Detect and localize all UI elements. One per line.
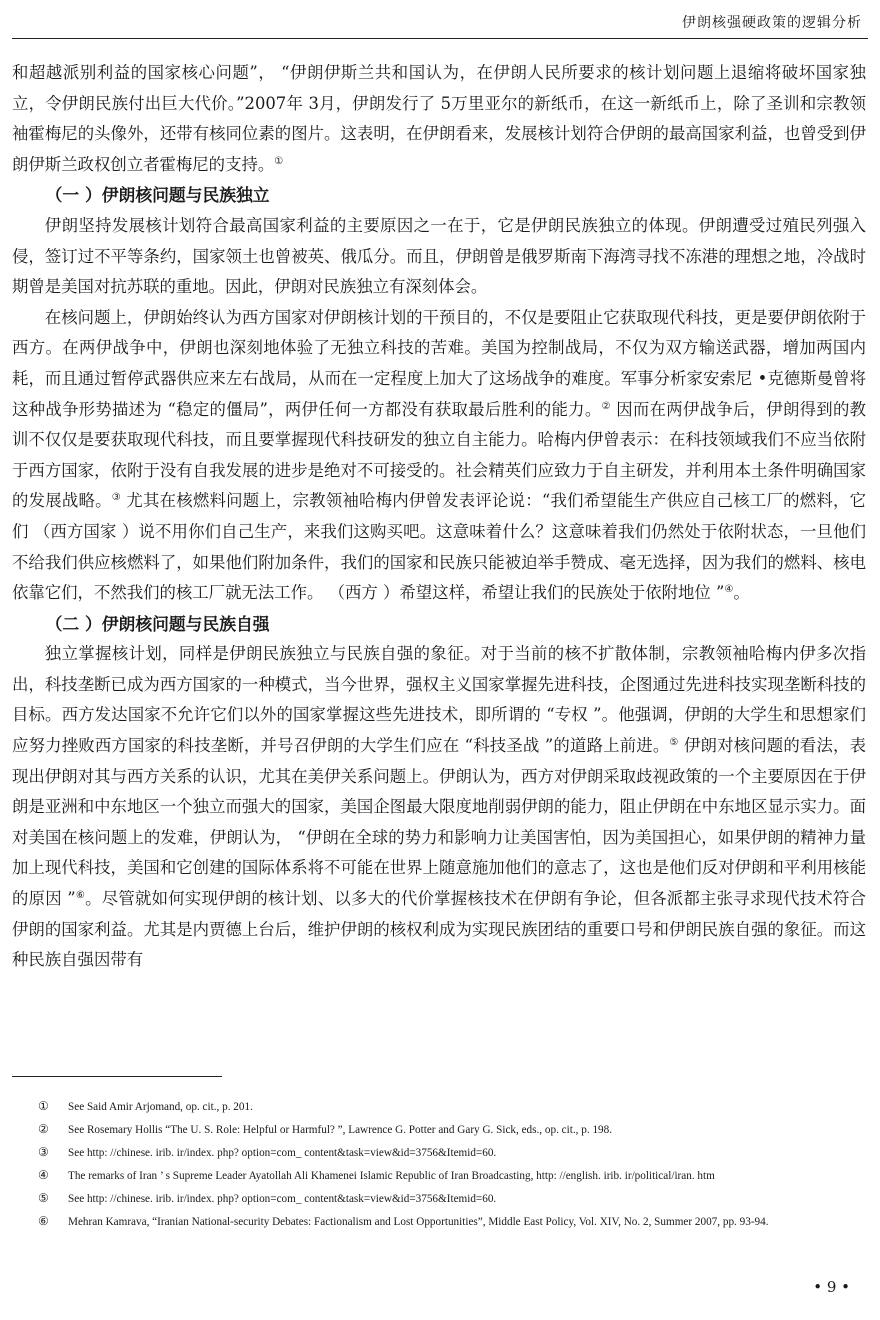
- paragraph-4: [12, 639, 866, 976]
- paragraph-3: 在核问题上，伊朗始终认为西方国家对伊朗核计划的干预目的，不仅是要阻止它获取现代科技，更是要伊朗依附于西方。在两伊战争中，伊朗也深刻地体验了无独立科技的苦难。美国为控制战局，不仅为双方输送武器，增加两国内耗，而且通过暂停武器供应来左右战局，从而在一定程度上加大了这场战争的难度。军事分析家安索尼 •克德斯曼曾将这种战争形势描述为 “稳定的僵局”，两伊任何一方都没有获取最后胜利的能力。② 因而在两伊战争后，伊朗得到的教训不仅仅是要获取现代科技，而且要掌握现代科技研发的独立自主能力。哈梅内伊曾表示：在科技领域我们不应当依附于西方国家，依附于没有自我发展的进步是绝对不可接受的。社会精英们应致力于自主研发，并利用本土条件明确国家的发展战略。③ 尤其在核燃料问题上，宗教领袖哈梅内伊曾发表评论说：“我们希望能生产供应自己核工厂的燃料，它们 （西方国家 ）说不用你们自己生产，来我们这购买吧。这意味着什么？这意味着我们仍然处于依附状态，一旦他们不给我们供应核燃料了，如果他们附加条件，我们的国家和民族只能被迫举手赞成、毫无选择，因为我们的燃料、核电依靠它们，不然我们的核工厂就无法工作。 （西方 ）希望这样，希望让我们的民族处于依附地位 ”④。: [12, 307, 867, 603]
- paragraph-4-text-a: 独立掌握核计划，同样是伊朗民族独立与民族自强的象征。对于当前的核不扩散体制，宗教领袖哈梅内伊多次指出，科技垄断已成为西方国家的一种模式，当今世界，强权主义国家掌握先进科技，企图通过先进科技实现垄断科技的目标。西方发达国家不允许它们以外的国家掌握这些先进技术，即所谓的 “专权 ”。他强调，伊朗的大学生和思想家们应努力挫败西方国家的科技垄断，并号召伊朗的大学生们应在 “科技圣战 ”的道路上前进。: [12, 644, 866, 756]
- footnote-mark-4: ④: [38, 1168, 49, 1182]
- footnote-3: [12, 1141, 866, 1164]
- footnote-text-2: See Rosemary Hollis “The U. S. Role: Helpful or Harmful? ”, Lawrence G. Potter and Gary G. Sick, eds., op. cit., p. 198.: [68, 1124, 613, 1136]
- footnote-rule: [12, 1076, 222, 1077]
- footnote-ref-3[interactable]: ③: [111, 492, 121, 504]
- footnote-text-1: See Said Amir Arjomand, op. cit., p. 201.: [68, 1101, 253, 1113]
- paragraph-4-text-b: 伊朗对核问题的看法，表现出伊朗对其与西方关系的认识，尤其在美伊关系问题上。伊朗认为，西方对伊朗采取歧视政策的一个主要原因在于伊朗是亚洲和中东地区一个独立而强大的国家，美国企图最大限度地削弱伊朗的能力，阻止伊朗在中东地区显示实力。面对美国在核问题上的发难，伊朗认为， “伊朗在全球的势力和影响力让美国害怕，因为美国担心，如果伊朗的精神力量加上现代科技，美国和它创建的国际体系将不可能在世界上随意施加他们的意志了，这也是他们反对伊朗和平利用核能的原因 ”: [12, 736, 866, 909]
- footnote-ref-5[interactable]: ⑤: [669, 737, 679, 749]
- footnote-2: [12, 1118, 866, 1141]
- paragraph-1: [12, 58, 866, 180]
- footnote-text-4[interactable]: The remarks of Iran ’ s Supreme Leader Ayatollah Ali Khamenei Islamic Republic of Iran Broadcasting, http: //english. irib. ir/political/iran. htm: [68, 1170, 715, 1182]
- running-header-title: 伊朗核强硬政策的逻辑分析: [682, 15, 862, 31]
- footnote-text-6: Mehran Kamrava, “Iranian National-security Debates: Factionalism and Lost Opportunities”, Middle East Policy, Vol. XIV, No. 2, Summer 2007, pp. 93-94.: [68, 1216, 769, 1228]
- paragraph-1-text: 和超越派别利益的国家核心问题”， “伊朗伊斯兰共和国认为，在伊朗人民所要求的核计划问题上退缩将破坏国家独立，令伊朗民族付出巨大代价。”2007年 3月，伊朗发行了 5万里亚尔的新纸币，在这一新纸币上，除了圣训和宗教领袖霍梅尼的头像外，还带有核同位素的图片。这表明，在伊朗看来，发展核计划符合伊朗的最高国家利益，也曾受到伊朗伊斯兰政权创立者霍梅尼的支持。: [12, 63, 866, 174]
- section-heading-self-strengthening: （二 ）伊朗核问题与民族自强: [45, 613, 270, 634]
- footnote-mark-2: ②: [38, 1122, 49, 1136]
- footnote-text-3[interactable]: See http: //chinese. irib. ir/index. php? option=com_ content&task=view&id=3756&Itemid=60.: [68, 1147, 497, 1159]
- header-rule: [12, 38, 868, 39]
- footnote-mark-6: ⑥: [38, 1214, 49, 1228]
- section-heading-independence: （一 ）伊朗核问题与民族独立: [45, 185, 270, 206]
- paragraph-4-text-c: 。尽管就如何实现伊朗的核计划、以多大的代价掌握核技术在伊朗有争论，但各派都主张寻求现代技术符合伊朗的国家利益。尤其是内贾德上台后，维护伊朗的核权利成为实现民族团结的重要口号和伊朗民族自强的象征。而这种民族自强因带有: [12, 889, 867, 970]
- footnote-text-5[interactable]: See http: //chinese. irib. ir/index. php? option=com_ content&task=view&id=3756&Itemid=60.: [68, 1193, 497, 1205]
- footnote-ref-6[interactable]: ⑥: [75, 890, 86, 902]
- body-text: [12, 58, 866, 976]
- footnote-4: [12, 1164, 866, 1187]
- footnote-mark-1: ①: [38, 1099, 49, 1113]
- footnote-ref-1[interactable]: ①: [274, 155, 284, 167]
- footnote-ref-4[interactable]: ④: [724, 584, 734, 596]
- footnote-ref-2[interactable]: ②: [601, 400, 611, 412]
- footnote-mark-5: ⑤: [38, 1191, 49, 1205]
- page-number: • 9 •: [813, 1278, 850, 1296]
- footnote-5: [12, 1187, 866, 1210]
- paragraph-3-text-b: 因而在两伊战争后，伊朗得到的教训不仅仅是要获取现代科技，而且要掌握现代科技研发的独立自主能力。哈梅内伊曾表示：在科技领域我们不应当依附于西方国家，依附于没有自我发展的进步是绝对不可接受的。社会精英们应致力于自主研发，并利用本土条件明确国家的发展战略。: [12, 399, 867, 511]
- paragraph-3-text-a: 在核问题上，伊朗始终认为西方国家对伊朗核计划的干预目的，不仅是要阻止它获取现代科技，更是要伊朗依附于西方。在两伊战争中，伊朗也深刻地体验了无独立科技的苦难。美国为控制战局，不仅为双方输送武器，增加两国内耗，而且通过暂停武器供应来左右战局，从而在一定程度上加大了这场战争的难度。军事分析家安索尼 •克德斯曼曾将这种战争形势描述为 “稳定的僵局”，两伊任何一方都没有获取最后胜利的能力。: [12, 307, 866, 419]
- paragraph-2: 伊朗坚持发展核计划符合最高国家利益的主要原因之一在于，它是伊朗民族独立的体现。伊朗遭受过殖民列强入侵，签订过不平等条约，国家领土也曾被英、俄瓜分。而且，伊朗曾是俄罗斯南下海湾寻找不冻港的理想之地，冷战时期曾是美国对抗苏联的重地。因此，伊朗对民族独立有深刻体会。: [12, 215, 866, 297]
- footnotes: [12, 1095, 866, 1233]
- footnote-1: [12, 1095, 866, 1118]
- paragraph-3-text-c: 尤其在核燃料问题上，宗教领袖哈梅内伊曾发表评论说：“我们希望能生产供应自己核工厂的燃料，它们 （西方国家 ）说不用你们自己生产，来我们这购买吧。这意味着什么？这意味着我们仍然处于依附状态，一旦他们不给我们供应核燃料了，如果他们附加条件，我们的国家和民族只能被迫举手赞成、毫无选择，因为我们的燃料、核电依靠它们，不然我们的核工厂就无法工作。 （西方 ）希望这样，希望让我们的民族处于依附地位 ”: [12, 491, 867, 603]
- footnote-6: [12, 1210, 866, 1233]
- footnote-mark-3: ③: [38, 1145, 49, 1159]
